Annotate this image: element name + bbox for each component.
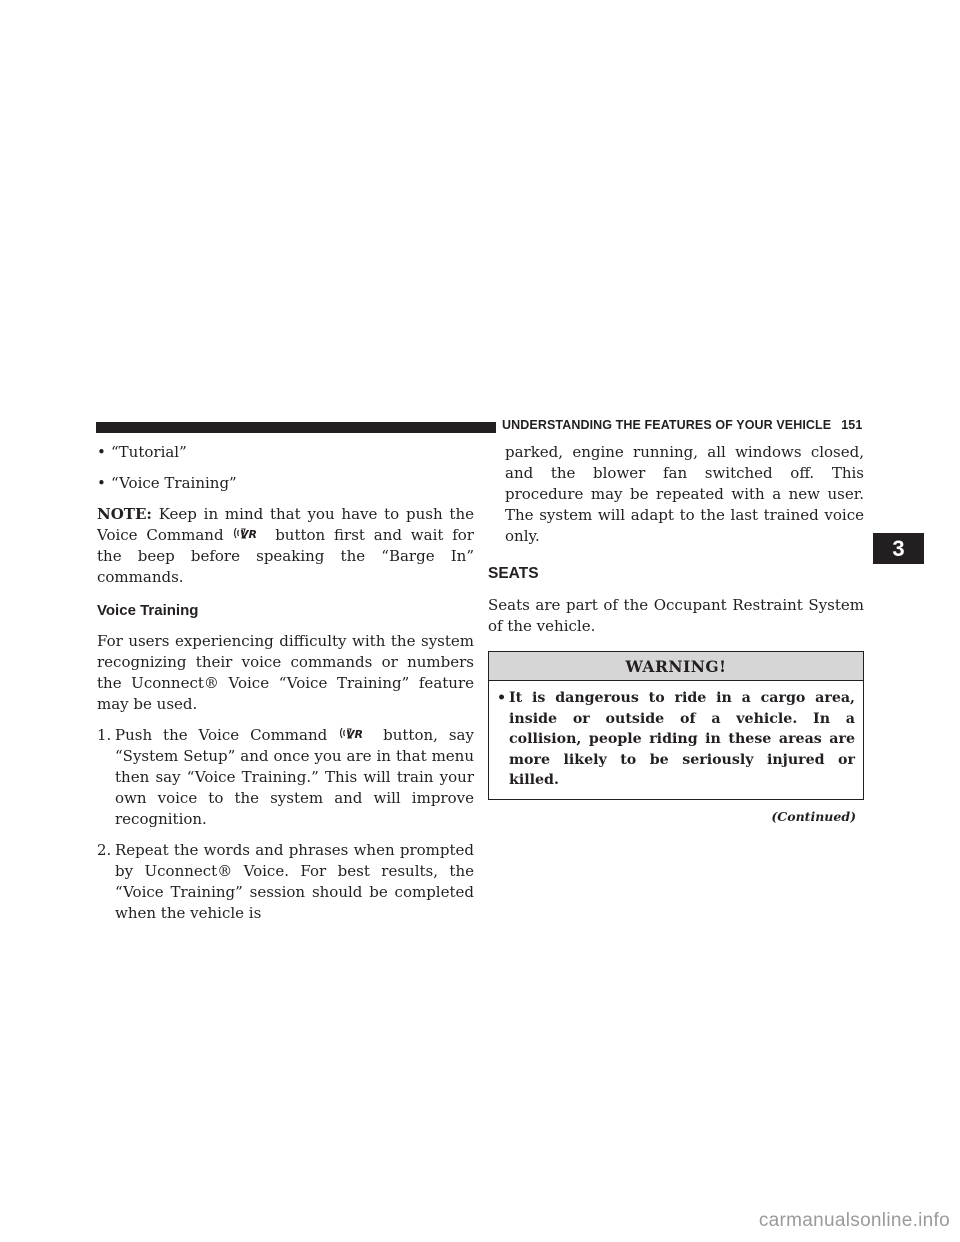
section-heading-seats: SEATS <box>488 565 539 582</box>
step-text: Repeat the words and phrases when prompted by Uconnect® Voice. For best results, the “Voice Training” session should be completed when the vehicle is <box>115 841 474 922</box>
bullet-icon: • <box>97 443 106 461</box>
continued-paragraph: parked, engine running, all windows closed, and the blower fan switched off. This procedure may be repeated with a new user. The system will adapt to the last trained voice only. <box>505 443 864 545</box>
list-item <box>97 442 474 463</box>
step-text-b: button, say “System Setup” and once you are in that menu then say “Voice Training.” This will train your own voice to the system and will improve recognition. <box>115 726 474 828</box>
voice-command-icon <box>232 525 266 541</box>
svg-text:VR: VR <box>346 728 364 741</box>
page-number: 151 <box>841 418 863 432</box>
list-item <box>97 473 474 494</box>
warning-box <box>488 651 864 800</box>
warning-item <box>489 681 863 799</box>
voice-training-paragraph: For users experiencing difficulty with the system recognizing their voice commands or numbers the Uconnect® Voice “Voice Training” feature may be used. <box>97 632 474 713</box>
voice-command-icon <box>338 725 372 741</box>
note-paragraph <box>97 504 474 588</box>
right-column <box>488 442 864 827</box>
step-number: 1. <box>97 726 112 744</box>
continued-label: (Continued) <box>771 808 856 824</box>
warning-text: It is dangerous to ride in a cargo area, inside or outside of a vehicle. In a collision, people riding in these areas are more likely to be seriously injured or killed. <box>509 690 855 788</box>
step-text-a: Push the Voice Command <box>115 726 328 744</box>
warning-title: WARNING! <box>489 652 863 681</box>
step-number: 2. <box>97 841 112 859</box>
note-text-b: button first and wait for the beep before speaking the “Barge In” commands. <box>97 526 474 586</box>
section-heading-voice-training: Voice Training <box>97 602 199 619</box>
left-column <box>97 442 474 934</box>
bullet-icon: • <box>97 474 106 492</box>
seats-paragraph: Seats are part of the Occupant Restraint System of the vehicle. <box>488 596 864 635</box>
list-item <box>97 840 474 924</box>
note-label: NOTE: <box>97 505 152 523</box>
watermark: carmanualsonline.info <box>758 1210 950 1231</box>
bullet-text: “Tutorial” <box>111 443 187 461</box>
bullet-icon: • <box>497 690 507 706</box>
svg-text:VR: VR <box>240 528 258 541</box>
note-text-a: Keep in mind that you have to push the Voice Command <box>97 505 474 544</box>
header-title: UNDERSTANDING THE FEATURES OF YOUR VEHICLE <box>502 418 832 432</box>
list-item <box>97 725 474 830</box>
step-text <box>115 725 474 830</box>
running-header <box>502 418 862 432</box>
header-rule <box>96 422 496 433</box>
bullet-text: “Voice Training” <box>111 474 237 492</box>
chapter-tab: 3 <box>873 533 924 564</box>
